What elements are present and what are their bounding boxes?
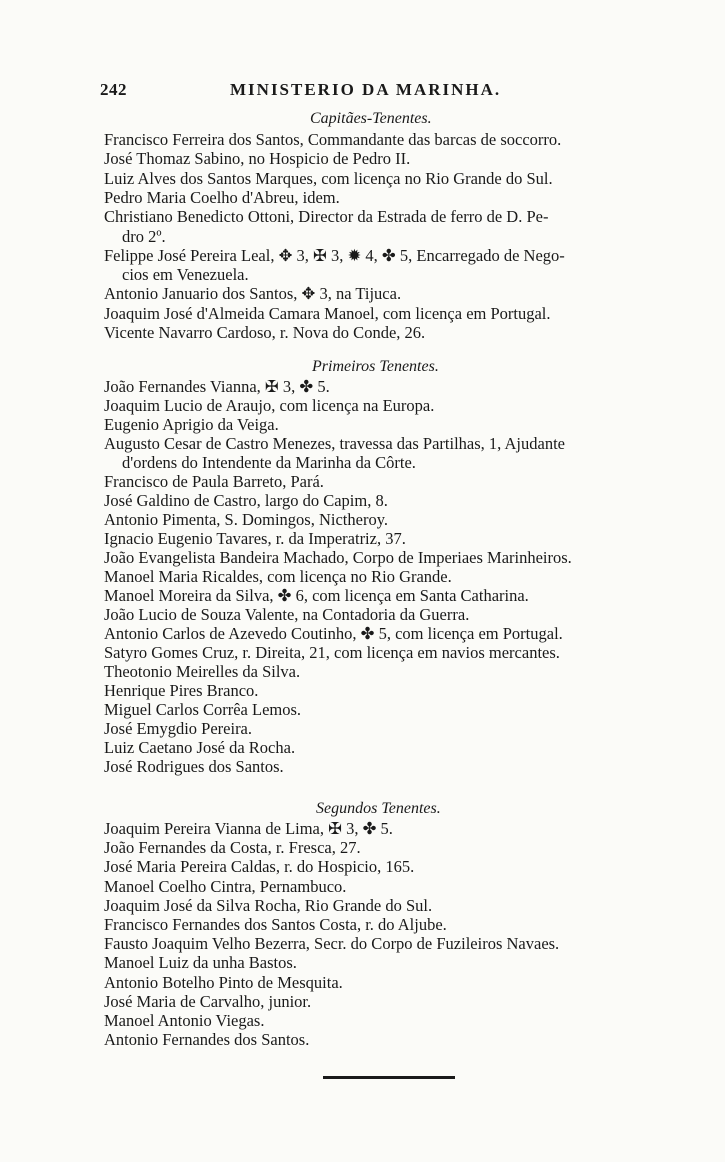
entry-line: dro 2º.	[122, 226, 166, 246]
entry-line: Miguel Carlos Corrêa Lemos.	[104, 700, 302, 719]
entry-line: José Emygdio Pereira.	[104, 719, 253, 738]
entry-line: Theotonio Meirelles da Silva.	[104, 662, 301, 681]
entry-line: João Fernandes Vianna, ✠ 3, ✤ 5.	[104, 377, 330, 396]
entry-line: Joaquim José da Silva Rocha, Rio Grande do Sul.	[104, 895, 433, 915]
entry-line: Antonio Pimenta, S. Domingos, Nictheroy.	[104, 510, 388, 529]
entry-line: Antonio Carlos de Azevedo Coutinho, ✤ 5, com licença em Portugal.	[104, 624, 563, 643]
entry-line: Augusto Cesar de Castro Menezes, travessa das Partilhas, 1, Ajudante	[104, 434, 565, 453]
entry-line: Antonio Botelho Pinto de Mesquita.	[104, 972, 343, 992]
entry-line: José Maria de Carvalho, junior.	[104, 991, 312, 1011]
section-title-segundos: Segundos Tenentes.	[316, 800, 441, 817]
entry-line: Fausto Joaquim Velho Bezerra, Secr. do Corpo de Fuzileiros Navaes.	[104, 934, 560, 954]
closing-rule	[323, 1076, 455, 1079]
entry-line: João Fernandes da Costa, r. Fresca, 27.	[104, 838, 361, 858]
entry-line: Manoel Maria Ricaldes, com licença no Rio Grande.	[104, 567, 452, 586]
entry-line: Vicente Navarro Cardoso, r. Nova do Conde, 26.	[104, 323, 426, 342]
entry-line: José Maria Pereira Caldas, r. do Hospicio, 165.	[104, 857, 415, 877]
entry-line: Manoel Luiz da unha Bastos.	[104, 953, 297, 973]
entry-line: cios em Venezuela.	[122, 265, 249, 285]
entry-line: José Thomaz Sabino, no Hospicio de Pedro II.	[104, 149, 411, 169]
page-number: 242	[100, 80, 127, 99]
section-title-capitaes: Capitães-Tenentes.	[310, 110, 432, 127]
entry-line: Joaquim José d'Almeida Camara Manoel, com licença em Portugal.	[104, 303, 551, 323]
running-title: MINISTERIO DA MARINHA.	[230, 80, 502, 99]
entry-line: Satyro Gomes Cruz, r. Direita, 21, com licença em navios mercantes.	[104, 643, 560, 662]
entry-line: José Galdino de Castro, largo do Capim, 8.	[104, 491, 388, 510]
page-header	[100, 80, 680, 104]
entry-line: Antonio Fernandes dos Santos.	[104, 1030, 310, 1050]
entry-line: Francisco de Paula Barreto, Pará.	[104, 472, 324, 491]
entry-line: José Rodrigues dos Santos.	[104, 757, 284, 776]
entry-line: João Lucio de Souza Valente, na Contadoria da Guerra.	[104, 605, 470, 624]
entry-line: Eugenio Aprigio da Veiga.	[104, 415, 279, 434]
entry-line: Luiz Caetano José da Rocha.	[104, 738, 296, 757]
entry-line: João Evangelista Bandeira Machado, Corpo de Imperiaes Marinheiros.	[104, 548, 572, 567]
entry-line: Manoel Moreira da Silva, ✤ 6, com licença em Santa Catharina.	[104, 586, 529, 605]
entry-line: Felippe José Pereira Leal, ✥ 3, ✠ 3, ✹ 4, ✤ 5, Encarregado de Nego-	[104, 245, 565, 265]
entry-line: Joaquim Lucio de Araujo, com licença na Europa.	[104, 396, 435, 415]
entry-line: Ignacio Eugenio Tavares, r. da Imperatriz, 37.	[104, 529, 406, 548]
entry-line: Christiano Benedicto Ottoni, Director da Estrada de ferro de D. Pe-	[104, 207, 549, 227]
entry-line: Luiz Alves dos Santos Marques, com licença no Rio Grande do Sul.	[104, 168, 553, 188]
entry-line: Joaquim Pereira Vianna de Lima, ✠ 3, ✤ 5.	[104, 819, 393, 838]
entry-line: Henrique Pires Branco.	[104, 681, 259, 700]
section-title-primeiros: Primeiros Tenentes.	[312, 358, 439, 375]
entry-line: Francisco Fernandes dos Santos Costa, r. do Aljube.	[104, 915, 447, 934]
entry-line: d'ordens do Intendente da Marinha da Côrte.	[122, 453, 416, 472]
entry-line: Francisco Ferreira dos Santos, Commandante das barcas de soccorro.	[104, 130, 562, 149]
entry-line: Manoel Antonio Viegas.	[104, 1011, 265, 1030]
entry-line: Pedro Maria Coelho d'Abreu, idem.	[104, 187, 340, 207]
entry-line: Manoel Coelho Cintra, Pernambuco.	[104, 876, 347, 896]
entry-line: Antonio Januario dos Santos, ✥ 3, na Tijuca.	[104, 284, 402, 304]
